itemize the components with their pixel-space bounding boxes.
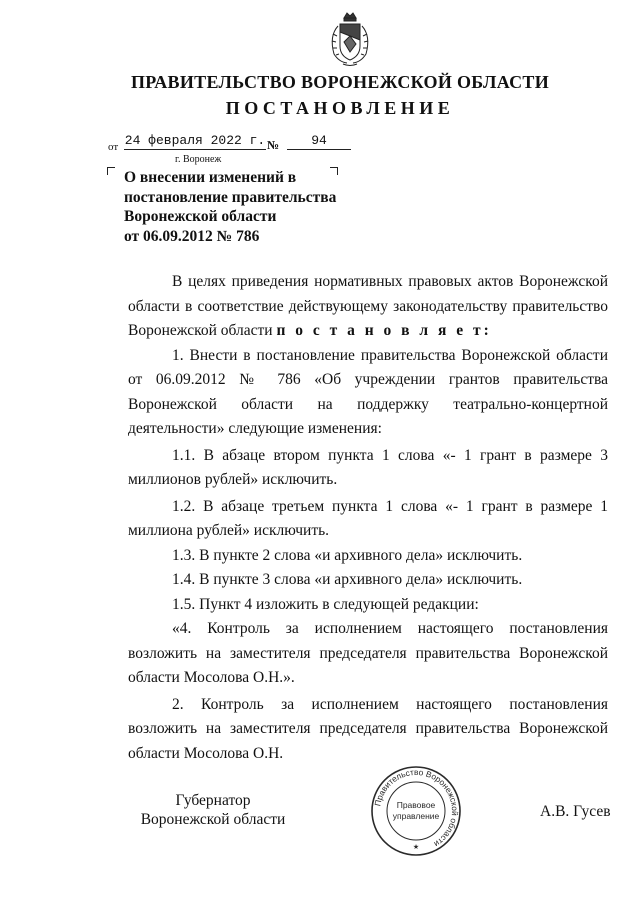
resolves-word: п о с т а н о в л я е т: [276, 322, 492, 339]
signatory-title-line: Губернатор [175, 792, 251, 809]
paragraph-1-5-quote: «4. Контроль за исполнением настоящего постановления возложить на заместителя председателя правительства Воронежской области Мосолова О.Н.». [128, 620, 608, 686]
stamp-ring-text: Правительство Воронежской области [372, 766, 461, 850]
stamp-star-icon: ★ [412, 844, 420, 851]
subject-corner-left [107, 167, 115, 175]
document-date: 24 февраля 2022 г. [124, 133, 266, 148]
preamble-paragraph [128, 270, 608, 344]
paragraph-1: 1. Внести в постановление правительства Воронежской области от 06.09.2012 № 786 «Об учреждении грантов правительства Воронежской области на поддержку театрально-концертной деятельности» следующие изменения: [128, 346, 608, 437]
paragraph-1-4: 1.4. В пункте 3 слова «и архивного дела» исключить. [172, 571, 523, 588]
date-from-label: от [108, 141, 119, 153]
official-stamp [370, 765, 462, 857]
signatory-title [128, 791, 298, 829]
signatory-name: А.В. Гусев [540, 803, 611, 820]
paragraph-1-1: 1.1. В абзаце втором пункта 1 слова «- 1 грант в размере 3 миллионов рублей» исключить. [128, 446, 608, 488]
paragraph-1-2: 1.2. В абзаце третьем пункта 1 слова «- 1 грант в размере 1 миллиона рублей» исключить. [128, 497, 608, 539]
document-subject [124, 168, 354, 246]
number-label: № [267, 138, 280, 152]
subject-line: от 06.09.2012 № 786 [124, 227, 260, 245]
document-body [128, 270, 608, 766]
subject-line: постановление правительства [124, 188, 337, 206]
coat-of-arms-icon [325, 10, 375, 68]
paragraph-2: 2. Контроль за исполнением настоящего постановления возложить на заместителя председателя правительства Воронежской области Мосолова О.Н. [128, 695, 608, 762]
paragraph-1-5: 1.5. Пункт 4 изложить в следующей редакции: [172, 595, 479, 613]
organization-title: ПРАВИТЕЛЬСТВО ВОРОНЕЖСКОЙ ОБЛАСТИ [130, 72, 550, 92]
city-label: г. Воронеж [175, 154, 222, 165]
paragraph-1-3: 1.3. В пункте 2 слова «и архивного дела» исключить. [172, 546, 523, 564]
preamble-text: В целях приведения нормативных правовых актов Воронежской области в соответствие действующему законодательству правительство Воронежской области [128, 273, 608, 339]
subject-line: О внесении изменений в [124, 169, 297, 186]
stamp-center-line: Правовое [396, 800, 436, 810]
document-number: 94 [287, 133, 351, 150]
document-type-title: ПОСТАНОВЛЕНИЕ [225, 98, 455, 118]
signatory-title-line: Воронежской области [140, 811, 286, 828]
subject-line: Воронежской области [124, 208, 277, 225]
stamp-center-line: управление [392, 811, 440, 821]
